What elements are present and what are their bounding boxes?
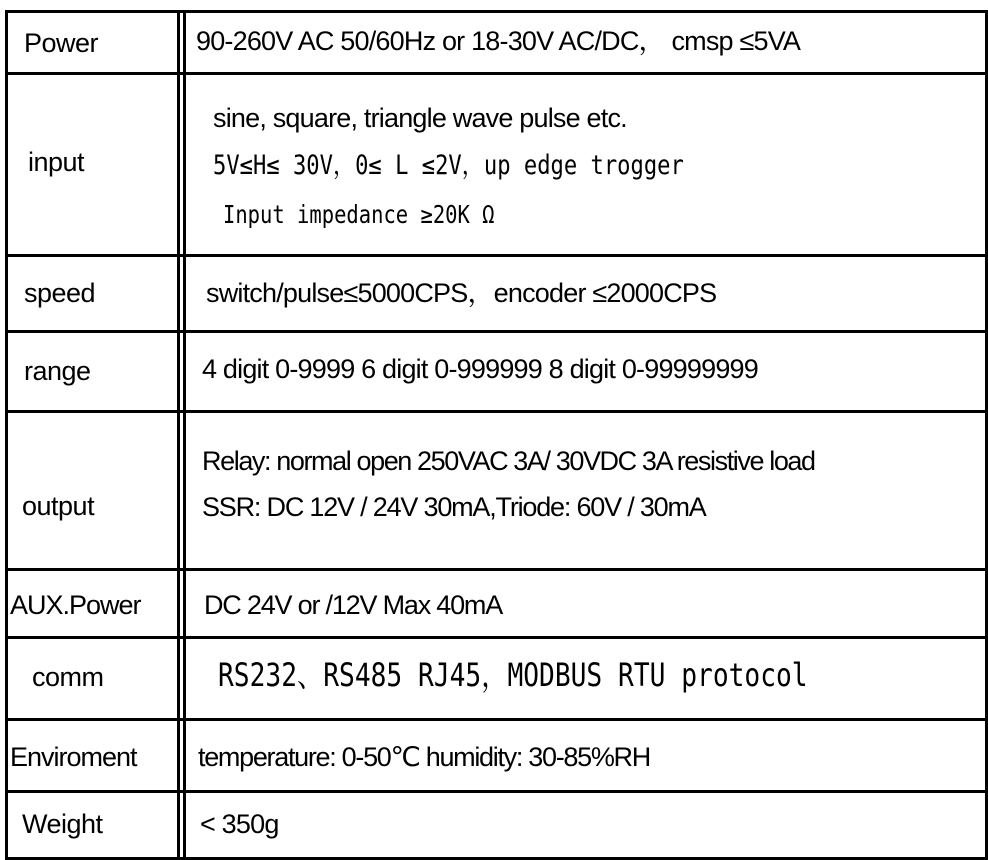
value-weight: < 350g xyxy=(200,809,279,839)
label-input: input xyxy=(28,147,85,177)
column-divider xyxy=(183,333,186,410)
row-range xyxy=(8,333,985,413)
value-power: 90-260V AC 50/60Hz or 18-30V AC/DC， cmsp ≤5VA xyxy=(196,26,801,56)
column-divider xyxy=(183,13,186,72)
row-weight xyxy=(8,793,985,857)
value-input-line-2: 5V≤H≤ 30V，0≤ L ≤2V，up edge trogger xyxy=(213,150,684,181)
label-speed: speed xyxy=(24,278,96,308)
column-divider xyxy=(177,639,180,718)
column-divider xyxy=(183,721,186,790)
row-output xyxy=(8,413,985,571)
label-range: range xyxy=(24,356,91,386)
row-input xyxy=(8,75,985,257)
value-speed: switch/pulse≤5000CPS，encoder ≤2000CPS xyxy=(206,278,717,308)
column-divider xyxy=(177,571,180,636)
column-divider xyxy=(183,639,186,718)
row-power xyxy=(8,13,985,75)
value-output-line-2: SSR: DC 12V / 24V 30mA,Triode: 60V / 30mA xyxy=(202,492,706,522)
value-input-line-3: Input impedance ≥20K Ω xyxy=(223,200,495,229)
value-range: 4 digit 0-9999 6 digit 0-999999 8 digit 0-99999999 xyxy=(202,354,758,384)
column-divider xyxy=(183,571,186,636)
column-divider xyxy=(177,413,180,568)
label-output: output xyxy=(22,491,95,521)
value-comm: RS232、RS485 RJ45，MODBUS RTU protocol xyxy=(218,656,808,694)
row-comm xyxy=(8,639,985,721)
label-weight: Weight xyxy=(22,809,103,839)
label-comm: comm xyxy=(32,662,104,692)
value-input-line-1: sine, square, triangle wave pulse etc. xyxy=(213,103,627,133)
column-divider xyxy=(183,257,186,330)
column-divider xyxy=(177,333,180,410)
column-divider xyxy=(183,793,186,857)
row-aux-power xyxy=(8,571,985,639)
spec-table xyxy=(5,10,988,860)
value-environment: temperature: 0-50℃ humidity: 30-85%RH xyxy=(198,742,650,772)
column-divider xyxy=(177,13,180,72)
label-aux-power: AUX.Power xyxy=(10,590,141,620)
label-environment: Enviroment xyxy=(10,742,137,772)
column-divider xyxy=(183,75,186,254)
row-environment xyxy=(8,721,985,793)
column-divider xyxy=(177,75,180,254)
column-divider xyxy=(177,257,180,330)
column-divider xyxy=(177,721,180,790)
column-divider xyxy=(183,413,186,568)
column-divider xyxy=(177,793,180,857)
row-speed xyxy=(8,257,985,333)
value-aux-power: DC 24V or /12V Max 40mA xyxy=(204,590,503,620)
value-output-line-1: Relay: normal open 250VAC 3A/ 30VDC 3A resistive load xyxy=(202,446,815,476)
label-power: Power xyxy=(24,28,99,58)
